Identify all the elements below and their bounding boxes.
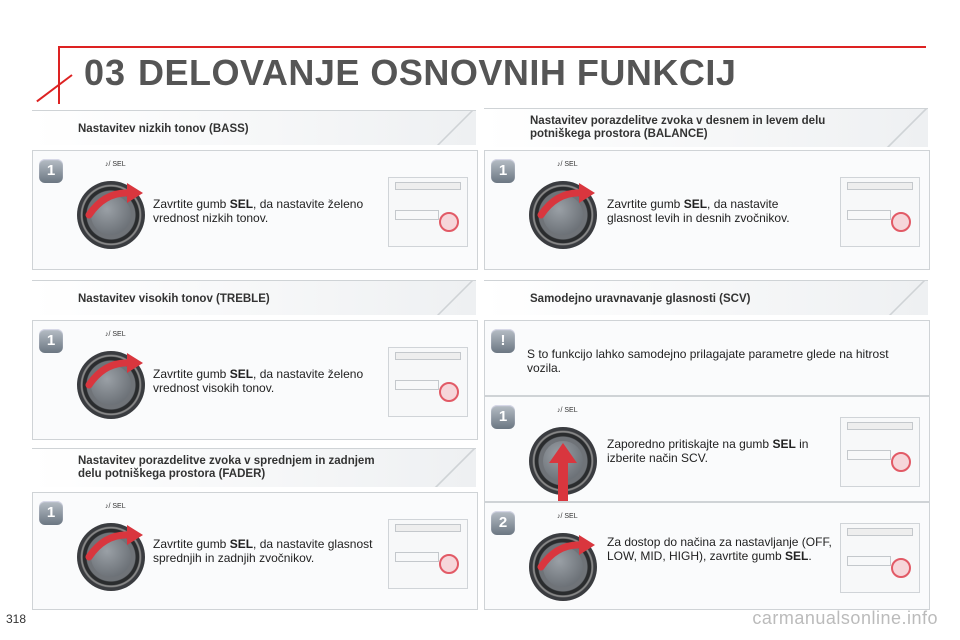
sel-label: ♪/ SEL [557,161,578,168]
step-number: 2 [491,511,515,535]
page-number: 318 [6,612,27,626]
chapter-number: 03 [84,52,127,93]
sel-label: ♪/ SEL [105,161,126,168]
push-arrow-icon [547,441,579,501]
scv-warning-box [484,320,930,396]
fader-section-header [32,448,476,487]
page-title: DELOVANJE OSNOVNIH FUNKCIJ [138,52,737,93]
sel-label: ♪/ SEL [557,513,578,520]
scv-step2-description: Za dostop do načina za nastavljanje (OFF, LOW, MID, HIGH), zavrtite gumb SEL. [607,535,832,563]
balance-step-box [484,150,930,270]
treble-step-box [32,320,478,440]
sel-label: ♪/ SEL [105,503,126,510]
scv-step1-description: Zaporedno pritiskajte na gumb SEL in izberite način SCV. [607,437,809,465]
fader-heading: Nastavitev porazdelitve zvoka v sprednjem in zadnjem delu potniškega prostora (FADER) [78,455,375,480]
warning-icon: ! [491,329,515,353]
fader-step-box [32,492,478,610]
bass-description: Zavrtite gumb SEL, da nastavite želeno vrednost nizkih tonov. [153,197,364,225]
radio-panel-icon [388,519,468,589]
step-number: 1 [491,159,515,183]
sel-label: ♪/ SEL [105,331,126,338]
treble-section-header [32,280,476,315]
bass-section-header [32,110,476,145]
treble-heading: Nastavitev visokih tonov (TREBLE) [78,293,270,305]
sel-knob [75,331,155,423]
watermark: carmanualsonline.info [752,608,938,628]
treble-description: Zavrtite gumb SEL, da nastavite želeno vrednost visokih tonov. [153,367,364,395]
step-number: 1 [39,501,63,525]
sel-knob [75,503,155,595]
sel-knob [527,407,607,499]
scv-warning-text: S to funkcijo lahko samodejno prilagajate parametre glede na hitrost vozila. [527,347,889,375]
balance-heading: Nastavitev porazdelitve zvoka v desnem in levem delu potniškega prostora (BALANCE) [530,115,826,140]
sel-label: ♪/ SEL [557,407,578,414]
radio-panel-icon [388,177,468,247]
scv-heading: Samodejno uravnavanje glasnosti (SCV) [530,293,751,305]
radio-panel-icon [840,523,920,593]
scv-section-header [484,280,928,315]
sel-knob [75,161,155,253]
rotate-arrow-icon [85,181,145,221]
sel-knob [527,161,607,253]
balance-description: Zavrtite gumb SEL, da nastavite glasnost levih in desnih zvočnikov. [607,197,790,225]
fader-description: Zavrtite gumb SEL, da nastavite glasnost sprednjih in zadnjih zvočnikov. [153,537,373,565]
rotate-arrow-icon [537,181,597,221]
rotate-arrow-icon [85,351,145,391]
rotate-arrow-icon [85,523,145,563]
step-number: 1 [491,405,515,429]
sel-knob [527,513,607,605]
scv-step2-box [484,502,930,610]
scv-step1-box [484,396,930,502]
radio-panel-icon [840,417,920,487]
step-number: 1 [39,329,63,353]
radio-panel-icon [388,347,468,417]
step-number: 1 [39,159,63,183]
radio-panel-icon [840,177,920,247]
balance-section-header [484,108,928,147]
bass-step-box [32,150,478,270]
rotate-arrow-icon [537,533,597,573]
bass-heading: Nastavitev nizkih tonov (BASS) [78,123,249,135]
